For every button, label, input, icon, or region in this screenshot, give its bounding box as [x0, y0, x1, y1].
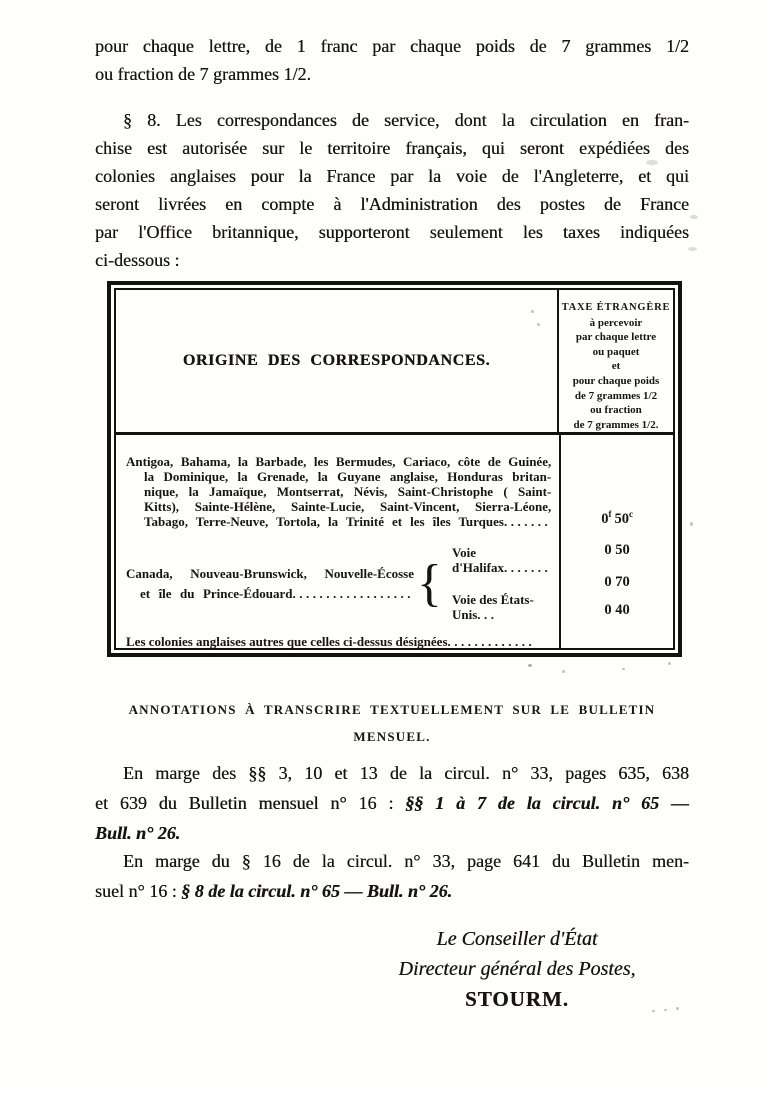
brace-glyph: {	[417, 554, 442, 612]
scan-speckle	[688, 247, 697, 251]
text-line: Kitts), Sainte-Hélène, Sainte-Lucie, Saint-Vincent, Sierra-Léone,	[144, 499, 552, 515]
tax-header-line: et	[611, 360, 621, 373]
text-line: suel n° 16 : § 8 de la circul. n° 65 — Bull. n° 26.	[95, 881, 453, 901]
scan-speckle	[676, 1007, 679, 1010]
signature-block	[317, 924, 717, 1014]
scan-speckle	[646, 160, 658, 165]
text-line: et île du Prince-Édouard..................	[140, 585, 414, 601]
text-line: nique, la Jamaïque, Montserrat, Névis, Saint-Christophe ( Saint-	[144, 484, 552, 500]
tax-header-line: de 7 grammes 1/2	[574, 389, 658, 402]
tax-header-line: TAXE ÉTRANGÈRE	[561, 302, 671, 313]
table-row-autres: Les colonies anglaises autres que celles ci-dessus désignées.............	[126, 634, 536, 650]
text-line: ou fraction de 7 grammes 1/2.	[95, 64, 311, 84]
dot-leader: ...	[477, 607, 498, 623]
route-etats-unis: Voie des États-Unis...	[451, 592, 534, 623]
annotations-heading	[95, 702, 689, 745]
scan-speckle	[664, 1009, 667, 1011]
tax-value-colonies: 0$^f$ 50$^c$	[601, 509, 633, 528]
dot-leader: .......	[503, 560, 552, 576]
text-line: § 8. Les correspondances de service, dont la circulation en fran-	[123, 110, 689, 130]
signature-title-line1: Le Conseiller d'État	[436, 928, 598, 950]
dot-leader: .............	[447, 634, 536, 650]
tax-value-etats-unis: 0 70	[604, 574, 630, 591]
text-line: par l'Office britannique, supporteront seulement les taxes indiquées	[95, 222, 689, 242]
scan-speckle	[528, 664, 532, 667]
scan-speckle	[537, 323, 540, 326]
scan-speckle	[690, 522, 693, 526]
signature-name: STOURM.	[464, 987, 570, 1011]
intro-paragraph	[95, 32, 689, 88]
annotation-paragraph-1	[95, 758, 689, 848]
tax-header-cell	[557, 290, 673, 432]
circular-reference: Bull. n° 26.	[95, 823, 181, 843]
annotations-heading-line2: MENSUEL.	[353, 729, 431, 744]
text-line: Tabago, Terre-Neuve, Tortola, la Trinité et les îles Turques.......	[144, 514, 552, 530]
tax-table-body	[116, 435, 673, 649]
origin-column	[116, 435, 559, 649]
text-line: seront livrées en compte à l'Administration des postes de France	[95, 194, 689, 214]
canada-origin-text	[126, 564, 414, 604]
origin-header-cell	[116, 290, 557, 432]
signature-title-line2: Directeur général des Postes,	[398, 958, 636, 980]
text-line: Antigoa, Bahama, la Barbade, les Bermudes, Cariaco, côte de Guinée,	[126, 454, 552, 470]
origin-header-label: ORIGINE DES CORRESPONDANCES.	[182, 352, 491, 370]
text-line: En marge des §§ 3, 10 et 13 de la circul. n° 33, pages 635, 638	[123, 763, 689, 783]
annotation-paragraph-2	[95, 846, 689, 906]
francs-superscript: f	[608, 509, 612, 520]
tax-table-header	[116, 290, 673, 435]
text-line: la Dominique, la Grenade, la Guyane anglaise, Honduras britan-	[144, 469, 552, 485]
scan-speckle	[668, 662, 671, 665]
tax-table	[107, 281, 682, 657]
dot-leader: .......	[503, 514, 552, 530]
tax-header-line: ou paquet	[592, 345, 640, 358]
table-row-colonies	[126, 454, 551, 529]
annotations-heading-line1: ANNOTATIONS À TRANSCRIRE TEXTUELLEMENT SUR LE BULLETIN	[128, 702, 656, 717]
tax-header-line: pour chaque poids	[572, 374, 660, 387]
scan-speckle	[622, 668, 625, 670]
tax-header-line: de 7 grammes 1/2.	[573, 418, 659, 431]
scan-speckle	[655, 200, 664, 204]
scan-speckle	[690, 215, 698, 219]
centimes-superscript: c	[628, 509, 633, 520]
scan-speckle	[562, 670, 565, 673]
dot-leader: ..................	[292, 585, 414, 601]
tax-header-line: ou fraction	[590, 404, 642, 417]
tax-header-line: par chaque lettre	[575, 331, 657, 344]
text-line: et 639 du Bulletin mensuel n° 16 : §§ 1 à 7 de la circul. n° 65 —	[95, 793, 689, 813]
text-line: colonies anglaises pour la France par la voie de l'Angleterre, et qui	[95, 166, 689, 186]
tax-value-autres: 0 40	[604, 602, 630, 619]
tax-table-inner-frame	[114, 288, 675, 650]
tax-value-halifax: 0 50	[604, 542, 630, 559]
section-8-paragraph	[95, 106, 689, 274]
tax-header-line: à percevoir	[589, 316, 643, 329]
scan-speckle	[652, 1010, 655, 1012]
circular-reference: §§ 1 à 7 de la circul. n° 65 —	[405, 793, 689, 813]
scan-speckle	[531, 310, 534, 313]
text-line: chise est autorisée sur le territoire français, qui seront expédiées des	[95, 138, 689, 158]
circular-reference: § 8 de la circul. n° 65 — Bull. n° 26.	[181, 881, 453, 901]
table-row-canada	[126, 545, 551, 622]
text-line	[95, 818, 689, 848]
text-line: En marge du § 16 de la circul. n° 33, page 641 du Bulletin men-	[123, 851, 689, 871]
text-line: ci-dessous :	[95, 250, 180, 270]
route-halifax: Voie d'Halifax.......	[451, 545, 552, 576]
tax-values-column	[559, 435, 673, 649]
text-line: Canada, Nouveau-Brunswick, Nouvelle-Écosse	[126, 565, 414, 581]
canada-routes	[444, 545, 551, 622]
text-line: pour chaque lettre, de 1 franc par chaque poids de 7 grammes 1/2	[95, 36, 689, 56]
